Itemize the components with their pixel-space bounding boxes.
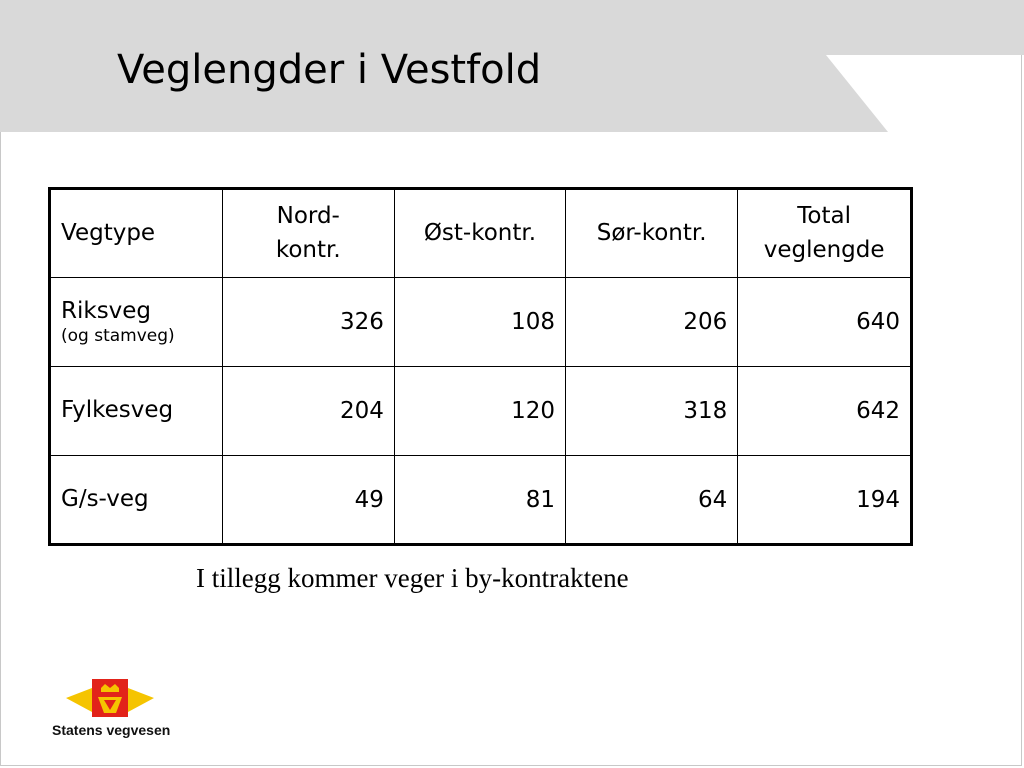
- header-total-line1: Total: [797, 203, 851, 230]
- header-ost-kontr: Øst-kontr.: [394, 189, 565, 278]
- footnote: I tillegg kommer veger i by-kontraktene: [196, 563, 629, 593]
- row-label: G/s-veg: [50, 456, 223, 545]
- table-row: [50, 278, 912, 367]
- header-nord-kontr: [222, 189, 394, 278]
- cell-nord: 326: [222, 278, 394, 367]
- row-sublabel: (og stamveg): [61, 325, 175, 346]
- row-label-text: Riksveg: [61, 298, 152, 324]
- road-length-table: [48, 187, 913, 546]
- cell-ost: 120: [394, 367, 565, 456]
- cell-sor: 64: [566, 456, 738, 545]
- header-total-line2: veglengde: [763, 236, 885, 263]
- cell-nord: 204: [222, 367, 394, 456]
- header-total-veglengde: [738, 189, 912, 278]
- table-row: [50, 456, 912, 545]
- row-label: Fylkesveg: [50, 367, 223, 456]
- header-sor-kontr: Sør-kontr.: [566, 189, 738, 278]
- cell-sor: 206: [566, 278, 738, 367]
- header-nord-line2: kontr.: [275, 236, 341, 263]
- cell-sor: 318: [566, 367, 738, 456]
- table-row: [50, 367, 912, 456]
- logo-text: Statens vegvesen: [52, 722, 171, 738]
- cell-total: 194: [738, 456, 912, 545]
- header-nord-line1: Nord-: [276, 203, 340, 230]
- slide-title: Veglengder i Vestfold: [117, 47, 542, 93]
- cell-nord: 49: [222, 456, 394, 545]
- statens-vegvesen-logo: [52, 676, 182, 720]
- cell-ost: 108: [394, 278, 565, 367]
- header-vegtype: Vegtype: [50, 189, 223, 278]
- row-label: [50, 278, 223, 367]
- cell-total: 642: [738, 367, 912, 456]
- cell-ost: 81: [394, 456, 565, 545]
- table-header-row: [50, 189, 912, 278]
- cell-total: 640: [738, 278, 912, 367]
